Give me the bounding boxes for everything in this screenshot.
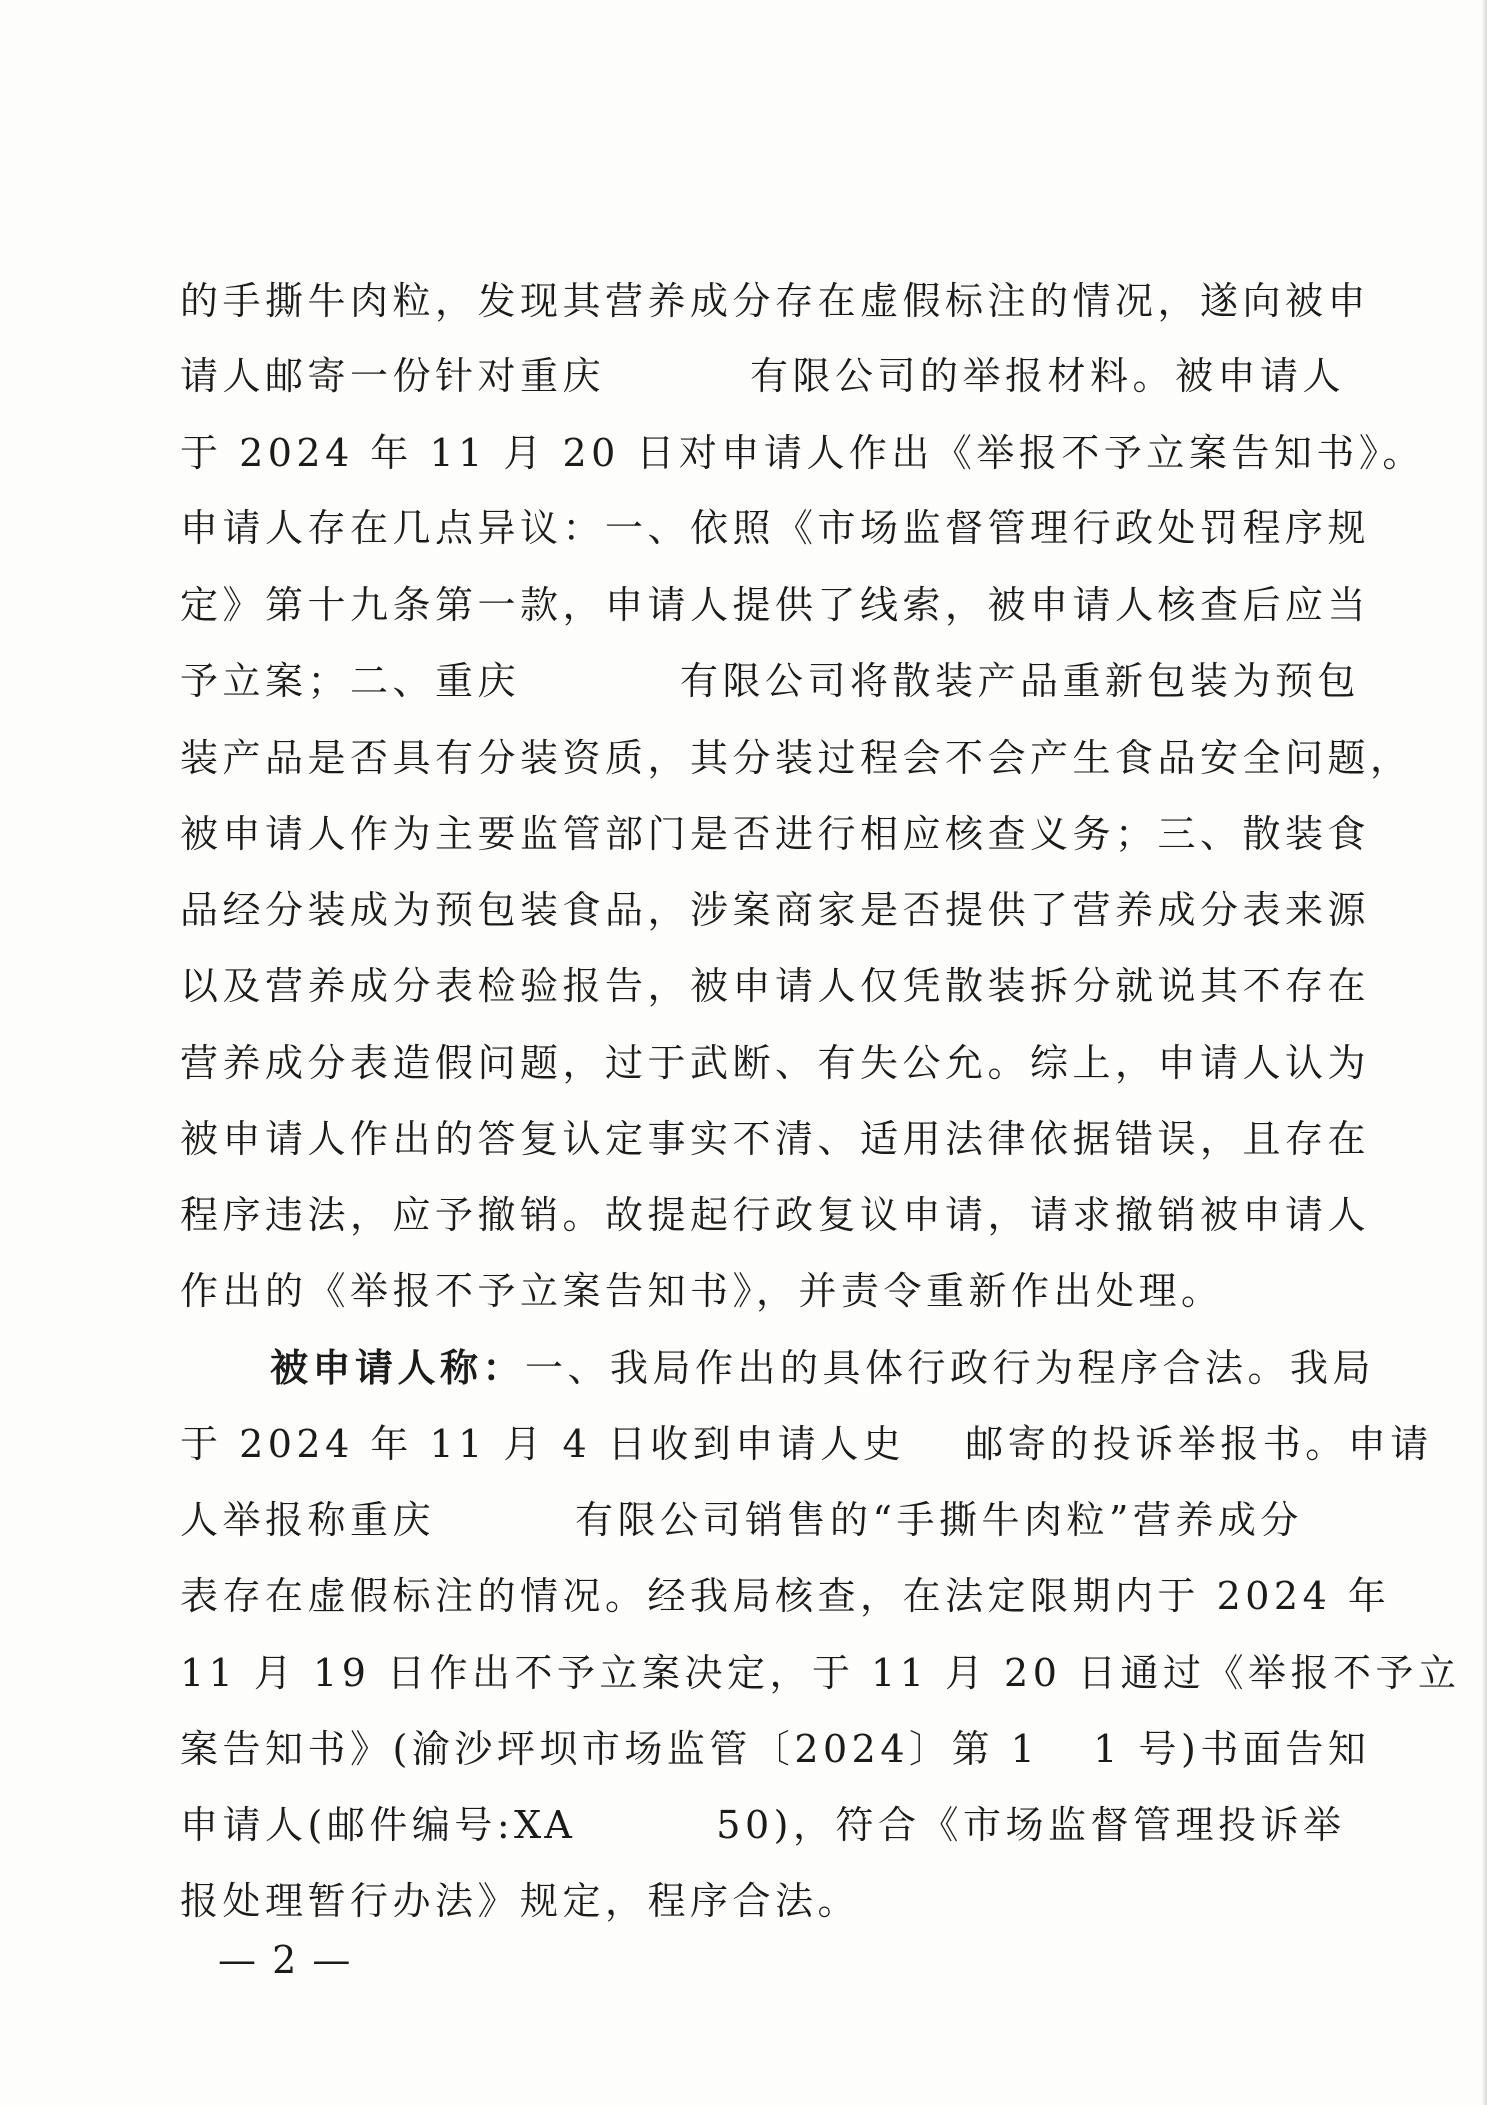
text-line: 被申请人称：一、我局作出的具体行政行为程序合法。我局 xyxy=(270,1346,1376,1390)
text-line: 程序违法，应予撤销。故提起行政复议申请，请求撤销被申请人 xyxy=(180,1193,1371,1237)
text-line: 以及营养成分表检验报告，被申请人仅凭散装拆分就说其不存在 xyxy=(180,964,1371,1008)
text-line: 人举报称重庆 有限公司销售的“手撕牛肉粒”营养成分 xyxy=(180,1498,1303,1542)
text-line: 的手撕牛肉粒，发现其营养成分存在虚假标注的情况，遂向被申 xyxy=(180,279,1371,323)
text-line: 申请人存在几点异议：一、依照《市场监督管理行政处罚程序规 xyxy=(180,506,1371,550)
text-line: 定》第十九条第一款，申请人提供了线索，被申请人核查后应当 xyxy=(180,583,1371,627)
respondent-label: 被申请人称： xyxy=(270,1346,526,1390)
text-line: 于 2024 年 11 月 20 日对申请人作出《举报不予立案告知书》。 xyxy=(180,431,1425,475)
text-line: 于 2024 年 11 月 4 日收到申请人史 邮寄的投诉举报书。申请 xyxy=(180,1422,1433,1466)
scan-edge xyxy=(1481,0,1487,2105)
text-line: 作出的《举报不予立案告知书》，并责令重新作出处理。 xyxy=(180,1269,1224,1313)
text-line: 报处理暂行办法》规定，程序合法。 xyxy=(180,1879,861,1923)
text-line: 予立案；二、重庆 有限公司将散装产品重新包装为预包 xyxy=(180,659,1361,703)
text-line: 装产品是否具有分装资质，其分装过程会不会产生食品安全问题， xyxy=(180,736,1413,780)
text-line: 被申请人作出的答复认定事实不清、适用法律依据错误，且存在 xyxy=(180,1117,1371,1161)
text-line: 申请人(邮件编号:XA 50)，符合《市场监督管理投诉举 xyxy=(180,1803,1346,1847)
text-line: 表存在虚假标注的情况。经我局核查，在法定限期内于 2024 年 xyxy=(180,1574,1391,1618)
page-number: — 2 — xyxy=(218,1938,353,1982)
text-line: 案告知书》(渝沙坪坝市场监管〔2024〕第 1 1 号)书面告知 xyxy=(180,1727,1371,1771)
text-line: 请人邮寄一份针对重庆 有限公司的举报材料。被申请人 xyxy=(180,354,1346,398)
text-line: 11 月 19 日作出不予立案决定，于 11 月 20 日通过《举报不予立 xyxy=(180,1651,1461,1695)
text-line: 被申请人作为主要监管部门是否进行相应核查义务；三、散装食 xyxy=(180,812,1371,856)
text-line: 品经分装成为预包装食品，涉案商家是否提供了营养成分表来源 xyxy=(180,888,1371,932)
text-line: 营养成分表造假问题，过于武断、有失公允。综上，申请人认为 xyxy=(180,1041,1371,1085)
